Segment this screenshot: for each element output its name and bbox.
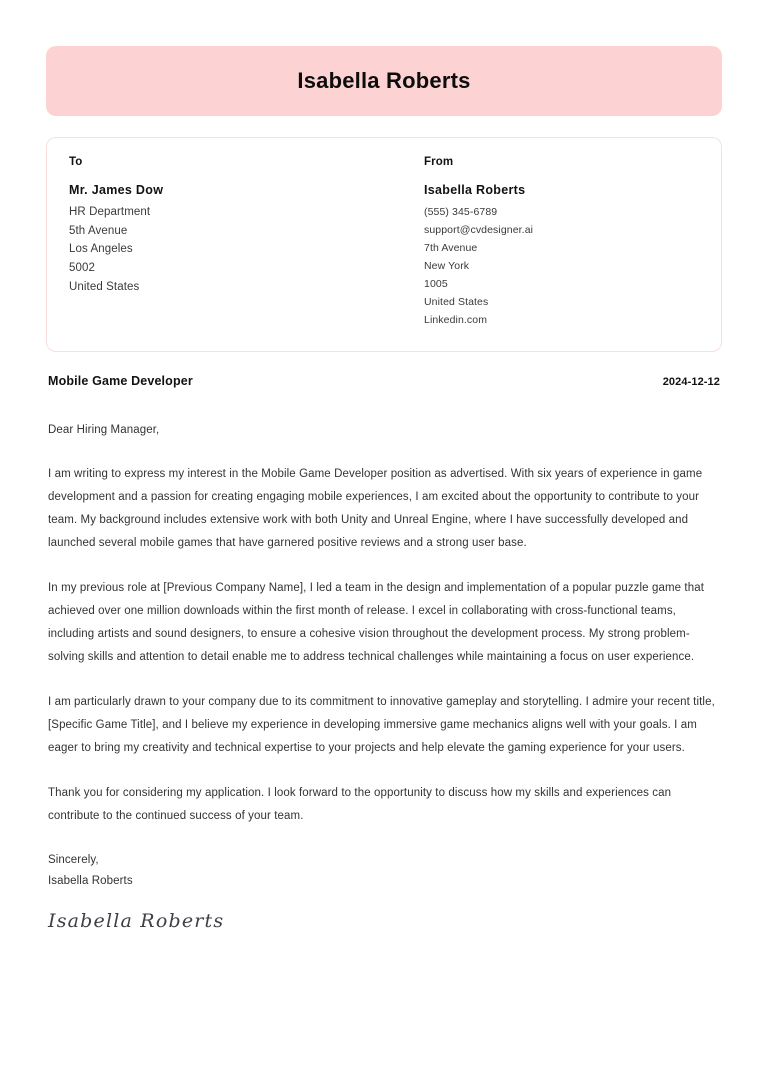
closing-salutation: Sincerely,: [48, 854, 99, 867]
recipient-name: Mr. James Dow: [69, 183, 164, 197]
closing-name: Isabella Roberts: [48, 875, 133, 888]
sender-phone: (555) 345-6789: [424, 206, 498, 218]
sender-name: Isabella Roberts: [424, 183, 526, 197]
subject-row: [46, 374, 722, 388]
recipient-line: 5th Avenue: [69, 224, 128, 237]
letter-body: [46, 424, 722, 931]
job-title: Mobile Game Developer: [48, 374, 193, 389]
sender-line: New York: [424, 260, 470, 273]
sender-email: support@cvdesigner.ai: [424, 224, 534, 237]
recipient-line: Los Angeles: [69, 243, 133, 256]
from-label: From: [424, 156, 454, 168]
page-title: Isabella Roberts: [297, 68, 471, 93]
body-paragraph: In my previous role at [Previous Company Name], I led a team in the design and implementation of a popular puzzle game that achieved over one million downloads within the first month of release. I excel in collaborating with cross-functional teams, including artists and sound designers, to ensure a cohesive vision throughout the development process. My strong problem-solving skills and attention to detail enable me to address technical challenges while maintaining a focus on user experience.: [48, 582, 705, 664]
letter-date: 2024-12-12: [662, 376, 720, 389]
to-label: To: [69, 156, 83, 168]
recipient-line: 5002: [69, 261, 95, 274]
signature: Isabella Roberts: [48, 909, 225, 932]
address-card: [46, 137, 722, 352]
recipient-block: [69, 156, 384, 329]
header-band: [46, 46, 722, 116]
sender-line: United States: [424, 296, 489, 309]
body-paragraph: Thank you for considering my application. I look forward to the opportunity to discuss how my skills and experiences can contribute to the continued success of your team.: [48, 787, 672, 823]
recipient-line: United States: [69, 280, 140, 293]
sender-line: 1005: [424, 278, 448, 291]
recipient-line: HR Department: [69, 206, 151, 218]
salutation: Dear Hiring Manager,: [48, 424, 160, 437]
body-paragraph: I am particularly drawn to your company due to its commitment to innovative gameplay and storytelling. I admire your recent title, [Specific Game Title], and I believe my experience in developing immersive game mechanics aligns well with your goals. I am eager to bring my creativity and technical expertise to your projects and help elevate the gaming experience for your users.: [48, 696, 715, 755]
sender-block: [384, 156, 699, 329]
sender-line: 7th Avenue: [424, 242, 478, 255]
body-paragraph: I am writing to express my interest in the Mobile Game Developer position as advertised. With six years of experience in game development and a passion for creating engaging mobile experiences, I am excited about the opportunity to contribute to your team. My background includes extensive work with both Unity and Unreal Engine, where I have successfully developed and launched several mobile games that have garnered positive reviews and a strong user base.: [48, 468, 703, 550]
sender-website: Linkedin.com: [424, 314, 488, 327]
closing-block: [48, 850, 720, 891]
